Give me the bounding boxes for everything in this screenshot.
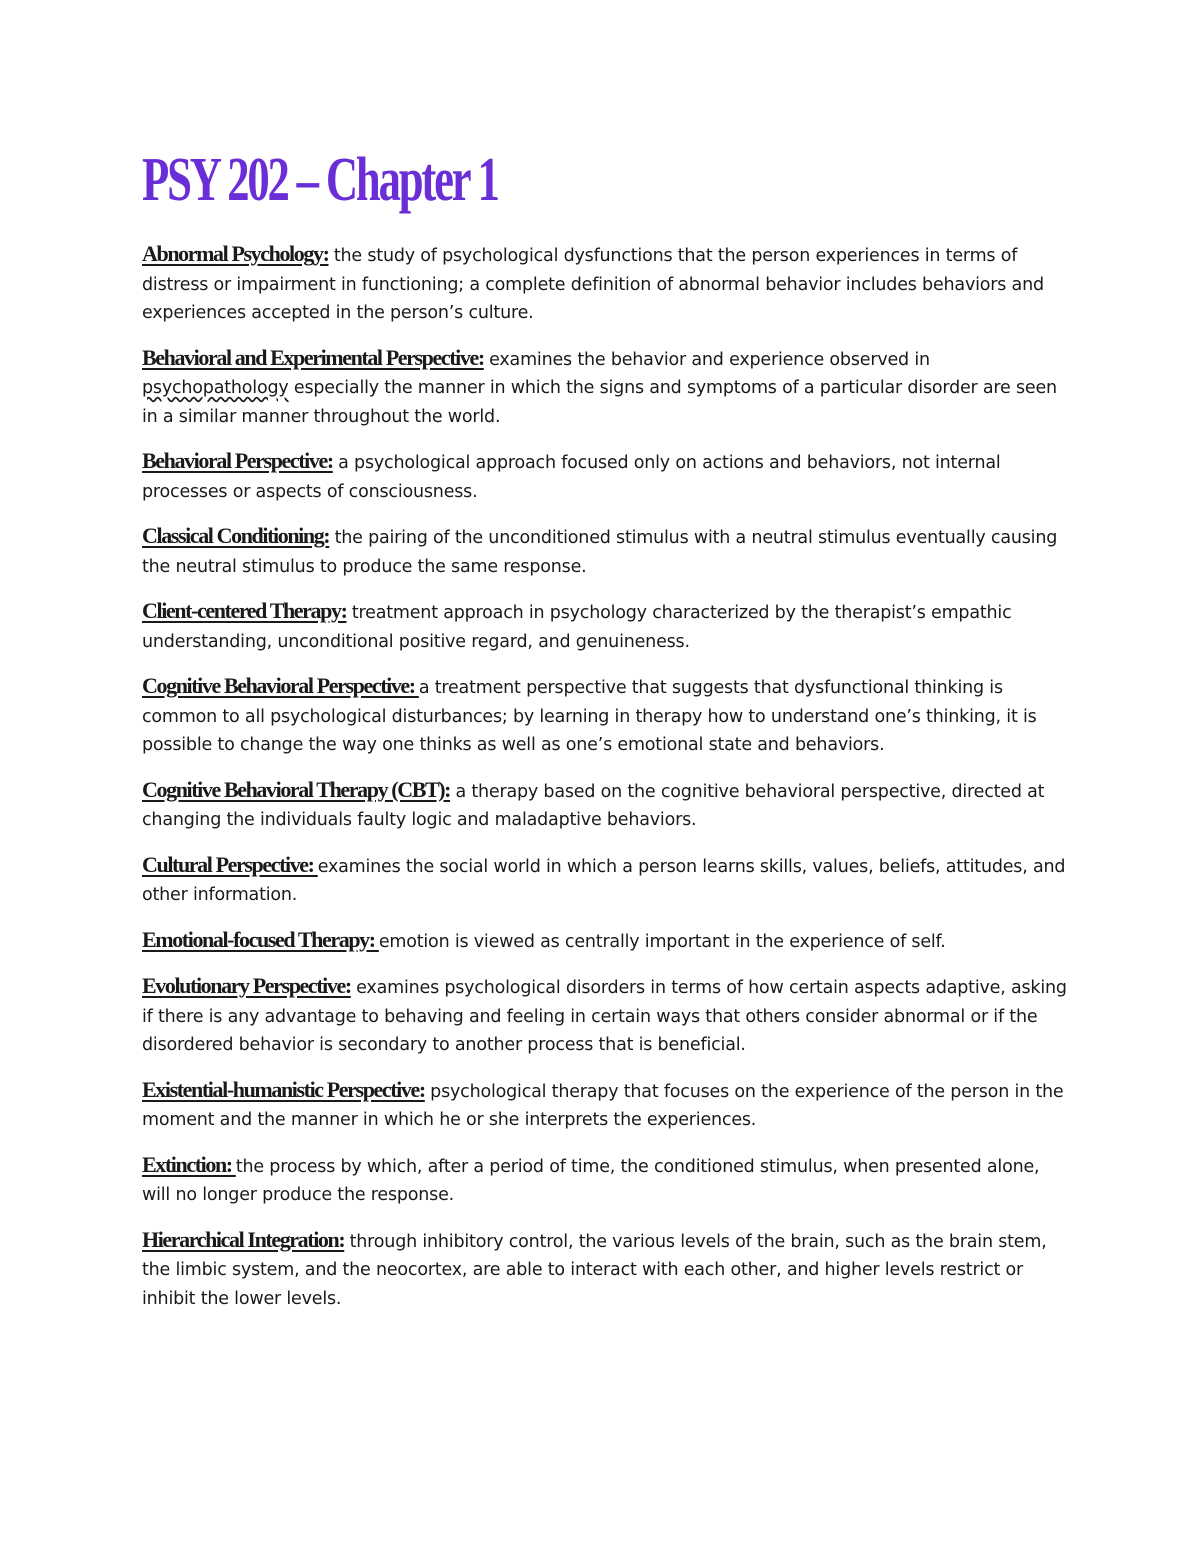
document-title: PSY 202 – Chapter 1 <box>142 146 498 214</box>
glossary-entry <box>142 672 1072 760</box>
glossary-entry <box>142 926 1072 957</box>
glossary-term: Evolutionary Perspective: <box>142 973 351 998</box>
glossary-definition: the study of psychological dysfunctions that the person experiences in terms of distress or impairment in functioning; a complete definition of abnormal behavior includes behaviors and experiences accepted in the person’s culture. <box>142 246 1044 323</box>
glossary-entry <box>142 1151 1072 1210</box>
glossary-entry <box>142 1076 1072 1135</box>
document-body <box>142 138 1072 1329</box>
glossary-definition: examines the behavior and experience observed in <box>483 349 930 370</box>
glossary-entry <box>142 851 1072 910</box>
glossary-term: Hierarchical Integration: <box>142 1226 345 1252</box>
glossary-term: Cognitive Behavioral Perspective: <box>142 673 419 698</box>
glossary-term: Behavioral and Experimental Perspective: <box>142 344 484 370</box>
glossary-entry <box>142 522 1072 581</box>
glossary-entry <box>142 1226 1072 1314</box>
glossary-definition: examines the social world in which a person learns skills, values, beliefs, attitudes, and other information. <box>142 856 1066 905</box>
spellcheck-flagged-word: psychopathology <box>142 378 289 398</box>
glossary-definition: examines psychological disorders in terms of how certain aspects adaptive, asking if there is any advantage to behaving and feeling in certain ways that others consider abnormal or if the disordered behavior is secondary to another process that is beneficial. <box>142 978 1067 1055</box>
glossary-definition: psychological therapy that focuses on the experience of the person in the moment and the manner in which he or she interprets the experiences. <box>142 1081 1064 1130</box>
glossary-entry <box>142 344 1072 432</box>
glossary-definition: treatment approach in psychology characterized by the therapist’s empathic understanding, unconditional positive regard, and genuineness. <box>142 603 1012 652</box>
glossary-term: Classical Conditioning: <box>142 523 330 548</box>
glossary-term: Extinction: <box>142 1151 236 1177</box>
glossary-definition: a psychological approach focused only on actions and behaviors, not internal processes or aspects of consciousness. <box>142 453 1001 502</box>
glossary-entry <box>142 240 1072 328</box>
glossary-term: Behavioral Perspective: <box>142 448 333 473</box>
glossary-definition: the process by which, after a period of time, the conditioned stimulus, when presented alone, will no longer produce the response. <box>142 1156 1040 1205</box>
glossary-term: Cultural Perspective: <box>142 851 318 877</box>
glossary-definition: especially the manner in which the signs and symptoms of a particular disorder are seen in a similar manner throughout the world. <box>142 378 1057 427</box>
glossary-entry <box>142 597 1072 656</box>
glossary-definition: a treatment perspective that suggests that dysfunctional thinking is common to all psychological disturbances; by learning in therapy how to understand one’s thinking, it is possible to change the way one thinks as well as one’s emotional state and behaviors. <box>142 678 1037 755</box>
glossary-term: Emotional-focused Therapy: <box>142 926 379 952</box>
glossary-entry <box>142 447 1072 506</box>
glossary-definition: emotion is viewed as centrally important in the experience of self. <box>378 931 946 952</box>
glossary-term: Client-centered Therapy: <box>142 598 347 623</box>
glossary-entry <box>142 972 1072 1060</box>
glossary-definition: the pairing of the unconditioned stimulus with a neutral stimulus eventually causing the neutral stimulus to produce the same response. <box>142 528 1058 577</box>
glossary-entry <box>142 776 1072 835</box>
glossary-term: Abnormal Psychology: <box>142 241 329 266</box>
glossary-term: Existential-humanistic Perspective: <box>142 1076 425 1102</box>
glossary-definition: through inhibitory control, the various levels of the brain, such as the brain stem, the limbic system, and the neocortex, are able to interact with each other, and higher levels restrict or inhibit the lower levels. <box>142 1231 1047 1309</box>
glossary-term: Cognitive Behavioral Therapy (CBT): <box>142 776 451 802</box>
glossary-definition: a therapy based on the cognitive behavioral perspective, directed at changing the individuals faulty logic and maladaptive behaviors. <box>142 781 1045 830</box>
